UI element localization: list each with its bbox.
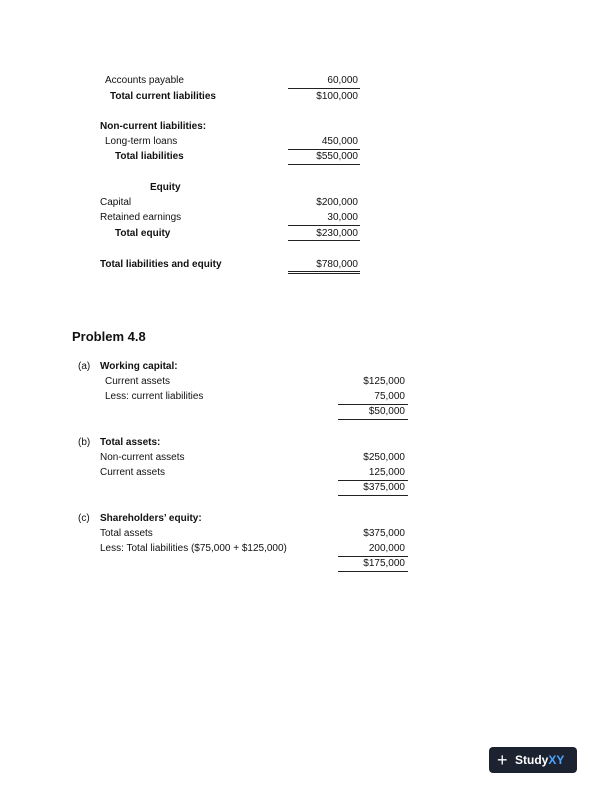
subtotal-rule [338, 480, 408, 481]
brand-name [515, 747, 564, 773]
part-b-row1-label: Non-current assets [100, 452, 185, 463]
retained-earnings-value: 30,000 [327, 212, 358, 223]
subtotal-rule [338, 404, 408, 405]
part-b-total: $375,000 [363, 482, 405, 493]
part-c-total: $175,000 [363, 558, 405, 569]
double-rule-bottom [288, 273, 360, 274]
total-rule [288, 240, 360, 241]
total-liabilities-value: $550,000 [316, 151, 358, 162]
total-liabilities-equity-label: Total liabilities and equity [100, 259, 222, 270]
brand-name-part2: XY [548, 753, 565, 767]
accounts-payable-value: 60,000 [327, 75, 358, 86]
part-b-marker: (b) [78, 437, 91, 448]
subtotal-rule [288, 88, 360, 89]
subtotal-rule [338, 556, 408, 557]
part-a-heading: Working capital: [100, 361, 178, 372]
total-rule [338, 419, 408, 420]
part-c-row1-label: Total assets [100, 528, 153, 539]
part-a-row2-label: Less: current liabilities [105, 391, 204, 402]
part-a-row1-value: $125,000 [363, 376, 405, 387]
part-a-total: $50,000 [368, 406, 405, 417]
part-c-row2-value: 200,000 [368, 543, 405, 554]
total-rule [338, 571, 408, 572]
subtotal-rule [288, 225, 360, 226]
part-b-row2-value: 125,000 [368, 467, 405, 478]
equity-heading: Equity [150, 182, 181, 193]
part-b-row1-value: $250,000 [363, 452, 405, 463]
part-a-marker: (a) [78, 361, 91, 372]
part-a-row2-value: 75,000 [374, 391, 405, 402]
long-term-loans-value: 450,000 [321, 136, 358, 147]
total-current-liabilities-label: Total current liabilities [110, 91, 216, 102]
capital-value: $200,000 [316, 197, 358, 208]
accounts-payable-label: Accounts payable [105, 75, 184, 86]
total-rule [288, 164, 360, 165]
double-rule-top [288, 271, 360, 272]
part-c-row2-label: Less: Total liabilities ($75,000 + $125,000) [100, 543, 287, 554]
capital-label: Capital [100, 197, 132, 208]
part-b-heading: Total assets: [100, 437, 161, 448]
total-equity-value: $230,000 [316, 228, 358, 239]
total-liabilities-label: Total liabilities [115, 151, 184, 162]
retained-earnings-label: Retained earnings [100, 212, 182, 223]
part-a-row1-label: Current assets [105, 376, 171, 387]
part-c-heading: Shareholders’ equity: [100, 513, 202, 524]
studyxy-logo[interactable] [489, 747, 577, 773]
total-rule [338, 495, 408, 496]
plus-icon: + [497, 750, 508, 770]
problem-title: Problem 4.8 [72, 329, 146, 344]
total-current-liabilities-value: $100,000 [316, 91, 358, 102]
noncurrent-liabilities-heading: Non-current liabilities: [100, 121, 207, 132]
part-c-marker: (c) [78, 513, 90, 524]
brand-name-part1: Study [515, 753, 549, 767]
long-term-loans-label: Long-term loans [105, 136, 178, 147]
total-liabilities-equity-value: $780,000 [316, 259, 358, 270]
subtotal-rule [288, 149, 360, 150]
part-b-row2-label: Current assets [100, 467, 166, 478]
part-c-row1-value: $375,000 [363, 528, 405, 539]
total-equity-label: Total equity [115, 228, 171, 239]
